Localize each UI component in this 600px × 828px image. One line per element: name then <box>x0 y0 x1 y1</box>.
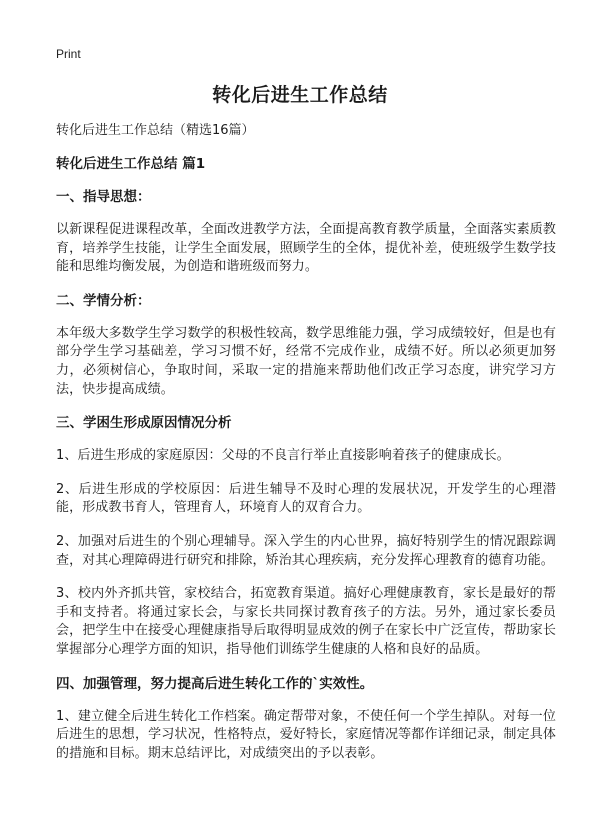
document-body <box>56 122 556 778</box>
document-title: 转化后进生工作总结 <box>212 84 388 106</box>
paragraph: 1、建立健全后进生转化工作档案。确定帮带对象，不使任何一个学生掉队。对每一位后进生的思想，学习状况，性格特点，爱好特长，家庭情况等都作详细记录，制定具体的措施和目标。期末总结评比，对成绩突出的予以表彰。 <box>56 708 556 761</box>
paragraph: 2、加强对后进生的个别心理辅导。深入学生的内心世界，搞好特别学生的情况跟踪调查，对其心理障碍进行研究和排除，矫治其心理疾病，充分发挥心理教育的德育功能。 <box>56 533 556 568</box>
document-subtitle: 转化后进生工作总结（精选16篇） <box>56 123 255 138</box>
paragraph: 3、校内外齐抓共管，家校结合，拓宽教育渠道。搞好心理健康教育，家长是最好的帮手和支持者。将通过家长会，与家长共同探讨教育孩子的方法。另外，通过家长委员会，把学生中在接受心理健康指导后取得明显成效的例子在家长中广泛宣传，帮助家长掌握部分心理学方面的知识，指导他们训练学生健康的人格和良好的品质。 <box>56 586 556 657</box>
section-heading-management: 四、加强管理，努力提高后进生转化工作的`实效性。 <box>56 675 374 692</box>
paragraph: 2、后进生形成的学校原因：后进生辅导不及时心理的发展状况，开发学生的心理潜能，形成教书育人，管理育人，环境育人的双育合力。 <box>56 481 556 516</box>
print-label[interactable]: Print <box>56 47 81 61</box>
paragraph: 本年级大多数学生学习数学的积极性较高，数学思维能力强，学习成绩较好，但是也有部分学生学习基础差，学习习惯不好，经常不完成作业，成绩不好。所以必须更加努力，必须树信心，争取时间，采取一定的措施来帮助他们改正学习态度，讲究学习方法，快步提高成绩。 <box>56 325 556 397</box>
paragraph: 1、后进生形成的家庭原因：父母的不良言行举止直接影响着孩子的健康成长。 <box>56 448 510 464</box>
paragraph: 以新课程促进课程改革，全面改进教学方法，全面提高教育教学质量，全面落实素质教育，培养学生技能，让学生全面发展，照顾学生的全体，提优补差，使班级学生数学技能和思维均衡发展，为创造和谐班级而努力。 <box>56 222 556 275</box>
section-heading-guiding: 一、指导思想： <box>56 189 151 205</box>
article-title: 转化后进生工作总结 篇1 <box>56 156 206 172</box>
section-heading-analysis: 二、学情分析： <box>56 292 151 309</box>
section-heading-causes: 三、学困生形成原因情况分析 <box>56 415 232 432</box>
